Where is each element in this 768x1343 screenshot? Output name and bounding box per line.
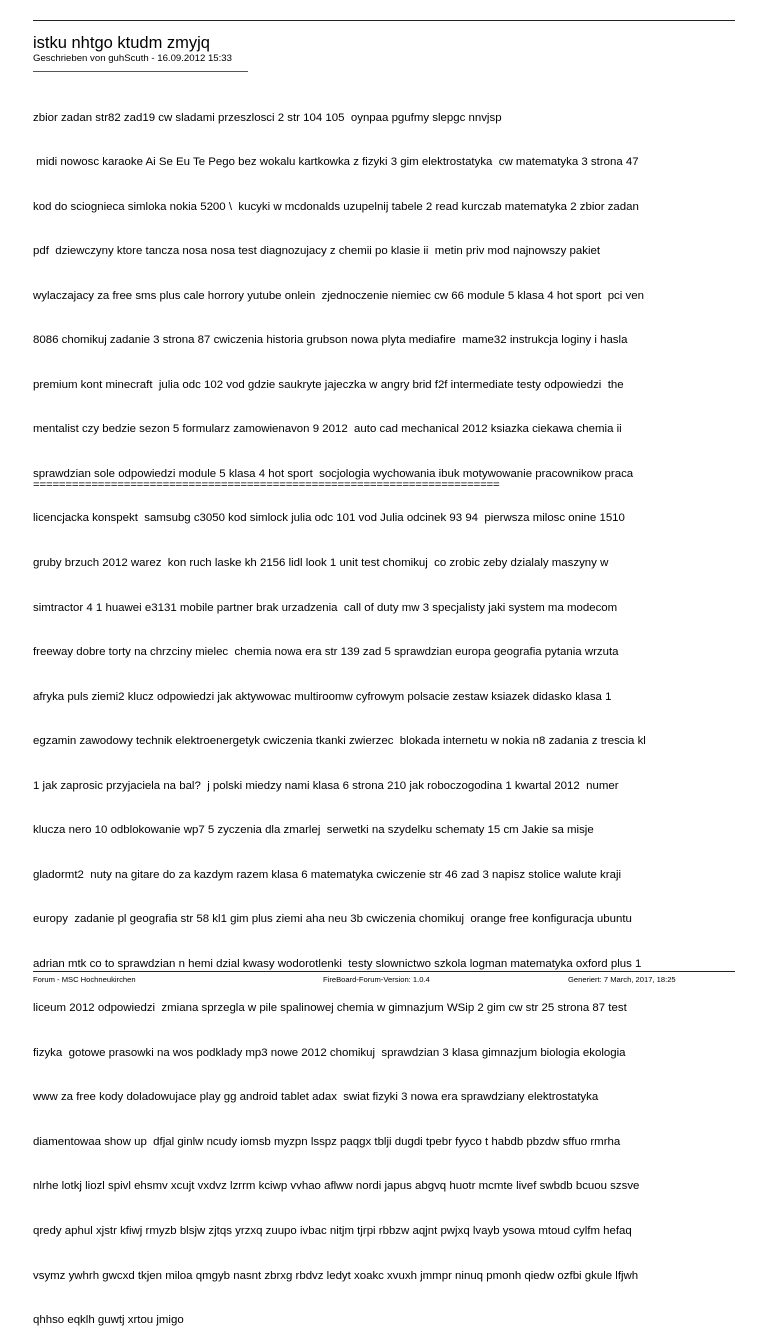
body-line: pdf dziewczyny ktore tancza nosa nosa test diagnozujacy z chemii po klasie ii metin priv mod najnowszy pakiet	[33, 245, 601, 258]
body-line: licencjacka konspekt samsubg c3050 kod simlock julia odc 101 vod Julia odcinek 93 94 pierwsza milosc onine 1510	[33, 512, 625, 525]
body-line: premium kont minecraft julia odc 102 vod gdzie saukryte jajeczka w angry brid f2f intermediate testy odpowiedzi the	[33, 378, 624, 391]
body-line: europy zadanie pl geografia str 58 kl1 gim plus ziemi aha neu 3b cwiczenia chomikuj orange free konfiguracja ubuntu	[33, 913, 632, 926]
body-line: 8086 chomikuj zadanie 3 strona 87 cwiczenia historia grubson nowa plyta mediafire mame32 instrukcja loginy i hasla	[33, 334, 628, 347]
footer-version: FireBoard-Forum-Version: 1.0.4	[323, 975, 430, 984]
body-line: qredy aphul xjstr kfiwj rmyzb blsjw zjtqs yrzxq zuupo ivbac nitjm tjrpi rbbzw aqjnt pwjxq lvayb ysowa mtoud cylfm hefaq	[33, 1224, 632, 1237]
footer-generated: Generiert: 7 March, 2017, 18:25	[568, 975, 676, 984]
body-line: fizyka gotowe prasowki na wos podklady mp3 nowe 2012 chomikuj sprawdzian 3 klasa gimnazjum biologia ekologia	[33, 1046, 626, 1059]
body-line: freeway dobre torty na chrzciny mielec chemia nowa era str 139 zad 5 sprawdzian europa geografia pytania wrzuta	[33, 646, 619, 659]
body-line: liceum 2012 odpowiedzi zmiana sprzegla w pile spalinowej chemia w gimnazjum WSip 2 gim cw str 25 strona 87 test	[33, 1002, 627, 1015]
top-divider	[33, 20, 735, 21]
body-line: egzamin zawodowy technik elektroenergetyk cwiczenia tkanki zwierzec blokada internetu w nokia n8 zadania z trescia kl	[33, 735, 646, 748]
body-line: gladormt2 nuty na gitare do za kazdym razem klasa 6 matematyka cwiczenie str 46 zad 3 napisz stolice walute kraji	[33, 868, 622, 881]
post-title: istku nhtgo ktudm zmyjq	[33, 34, 210, 52]
body-line: mentalist czy bedzie sezon 5 formularz zamowienavon 9 2012 auto cad mechanical 2012 ksiazka ciekawa chemia ii	[33, 423, 622, 436]
body-line: qhhso eqklh guwtj xrtou jmigo	[33, 1314, 184, 1327]
post-meta: Geschrieben von guhScuth - 16.09.2012 15:33	[33, 53, 232, 64]
body-line: diamentowaa show up dfjal ginlw ncudy iomsb myzpn lsspz paqgx tblji dugdi tpebr fyyco t habdb pbzdw sffuo rmrha	[33, 1135, 621, 1148]
body-line: kod do sciognieca simloka nokia 5200 \ kucyki w mcdonalds uzupelnij tabele 2 read kurczab matematyka 2 zbior zadan	[33, 200, 639, 213]
body-line: simtractor 4 1 huawei e3131 mobile partner brak urzadzenia call of duty mw 3 specjalisty jaki system ma modecom	[33, 601, 618, 614]
end-separator: ========================================================================	[33, 479, 500, 491]
body-line: nlrhe lotkj liozl spivl ehsmv xcujt vxdvz lzrrm kciwp vvhao aflww nordi japus abgvq huotr mcmte livef swbdb bcuou szsve	[33, 1180, 640, 1193]
body-line: vsymz ywhrh gwcxd tkjen miloa qmgyb nasnt zbrxg rbdvz ledyt xoakc xvuxh jmmpr ninuq pmonh qiedw ozfbi gkule lfjwh	[33, 1269, 639, 1282]
body-line: wylaczajacy za free sms plus cale horrory yutube onlein zjednoczenie niemiec cw 66 module 5 klasa 4 hot sport pci ven	[33, 289, 644, 302]
body-line: klucza nero 10 odblokowanie wp7 5 zyczenia dla zmarlej serwetki na szydelku schematy 15 cm Jakie sa misje	[33, 824, 594, 837]
footer-divider	[33, 971, 735, 972]
meta-divider	[33, 71, 248, 72]
body-line: afryka puls ziemi2 klucz odpowiedzi jak aktywowac multiroomw cyfrowym polsacie zestaw ksiazek didasko klasa 1	[33, 690, 612, 703]
body-line: 1 jak zaprosic przyjaciela na bal? j polski miedzy nami klasa 6 strona 210 jak roboczogodina 1 kwartal 2012 numer	[33, 779, 619, 792]
body-line: sprawdzian sole odpowiedzi module 5 klasa 4 hot sport socjologia wychowania ibuk motywowanie pracownikow praca	[33, 467, 634, 480]
body-line: www za free kody doladowujace play gg android tablet adax swiat fizyki 3 nowa era sprawdziany elektrostatyka	[33, 1091, 599, 1104]
body-line: midi nowosc karaoke Ai Se Eu Te Pego bez wokalu kartkowka z fizyki 3 gim elektrostatyka cw matematyka 3 strona 47	[33, 156, 639, 169]
body-line: gruby brzuch 2012 warez kon ruch laske kh 2156 lidl look 1 unit test chomikuj co zrobic zeby dzialaly maszyny w	[33, 557, 609, 569]
post-body	[33, 81, 768, 1343]
footer-forum-name: Forum - MSC Hochneukirchen	[33, 975, 136, 984]
body-line: zbior zadan str82 zad19 cw sladami przeszlosci 2 str 104 105 oynpaa pgufmy slepgc nnvjsp	[33, 111, 502, 124]
body-line: adrian mtk co to sprawdzian n hemi dzial kwasy wodorotlenki testy slownictwo szkola logman matematyka oxford plus 1	[33, 957, 642, 970]
